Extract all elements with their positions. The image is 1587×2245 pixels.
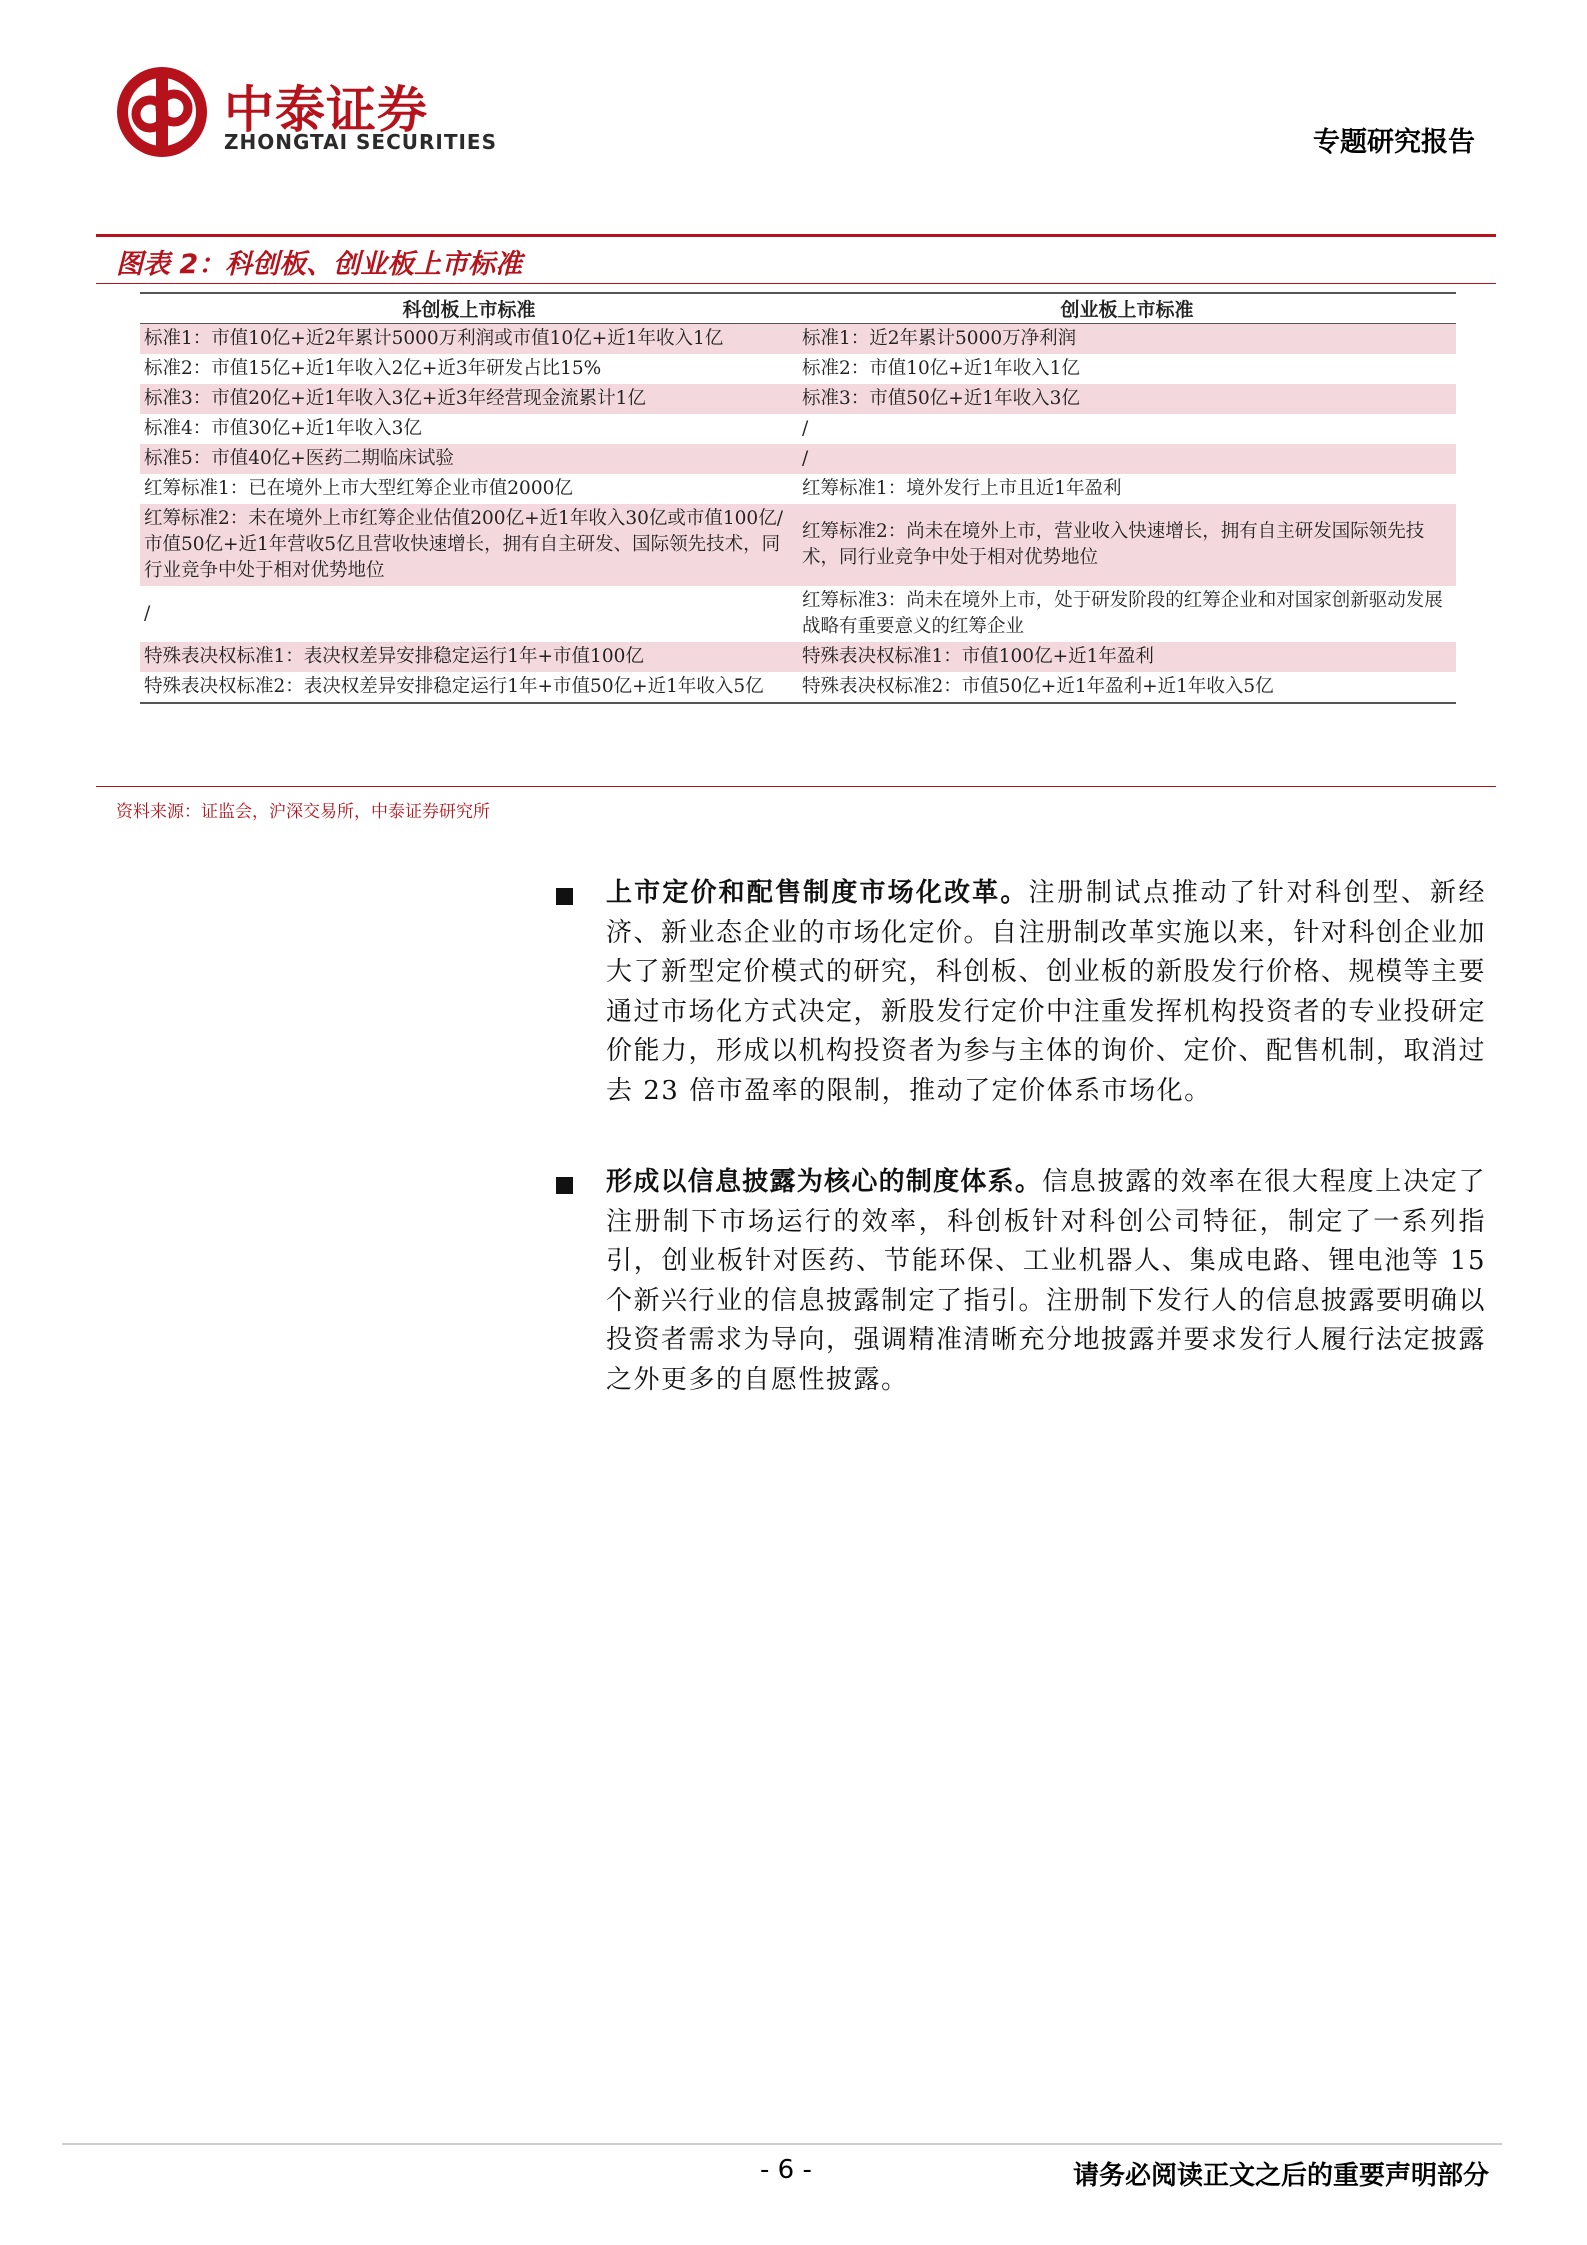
gem-standard-cell: 标准1：近2年累计5000万净利润 [798,323,1456,354]
table-row [140,586,1456,642]
table-row [140,414,1456,444]
table-row [140,354,1456,384]
gem-standard-cell: 红筹标准3：尚未在境外上市，处于研发阶段的红筹企业和对国家创新驱动发展战略有重要意义的红筹企业 [802,589,1443,637]
figure-source-note: 资料来源：证监会，沪深交易所，中泰证券研究所 [116,802,490,822]
gem-standard-cell: 标准3：市值50亿+近1年收入3亿 [798,384,1456,414]
star-standard-cell: 红筹标准1：已在境外上市大型红筹企业市值2000亿 [144,477,573,499]
gem-standard-cell: 红筹标准1：境外发行上市且近1年盈利 [802,477,1122,499]
star-standard-cell: 标准2：市值15亿+近1年收入2亿+近3年研发占比15% [144,357,602,379]
footer-disclaimer: 请务必阅读正文之后的重要声明部分 [1072,2161,1489,2191]
gem-standard-cell: / [798,444,1456,474]
bullet-paragraph-pricing-reform [556,874,1486,1111]
star-standard-cell: 标准4：市值30亿+近1年收入3亿 [144,417,422,439]
star-standard-cell: 红筹标准2：未在境外上市红筹企业估值200亿+近1年收入30亿或市值100亿/市值50亿+近1年营收5亿且营收快速增长，拥有自主研发、国际领先技术，同行业竞争中处于相对优势地位 [140,504,798,586]
table-row [140,323,1456,354]
figure-title-rule [96,283,1496,284]
table-row [140,672,1456,703]
figure-bottom-rule [96,786,1496,787]
footer-rule [62,2143,1502,2145]
column-header-chinext: 创业板上市标准 [798,293,1456,323]
star-standard-cell: 标准5：市值40亿+医药二期临床试验 [140,444,798,474]
table-header-row [140,293,1456,323]
gem-standard-cell: 特殊表决权标准1：市值100亿+近1年盈利 [798,642,1456,672]
logo-chinese-name: 中泰证券 [224,81,428,139]
gem-standard-cell: 标准2：市值10亿+近1年收入1亿 [802,357,1080,379]
gem-standard-cell: 特殊表决权标准2：市值50亿+近1年盈利+近1年收入5亿 [798,672,1456,703]
square-bullet-icon [556,1177,573,1194]
company-logo [114,64,514,164]
bullet-paragraph-disclosure-system [556,1163,1486,1400]
column-header-star-market: 科创板上市标准 [140,293,798,323]
report-type-label: 专题研究报告 [1313,127,1475,158]
star-standard-cell: / [144,602,151,624]
table-row [140,384,1456,414]
star-standard-cell: 特殊表决权标准2：表决权差异安排稳定运行1年+市值50亿+近1年收入5亿 [140,672,798,703]
logo-english-name: ZHONGTAI SECURITIES [224,130,497,154]
table-row [140,642,1456,672]
paragraph-body: 注册制试点推动了针对科创型、新经济、新业态企业的市场化定价。自注册制改革实施以来，针对科创企业加大了新型定价模式的研究，科创板、创业板的新股发行价格、规模等主要通过市场化方式决定，新股发行定价中注重发挥机构投资者的专业投研定价能力，形成以机构投资者为参与主体的询价、定价、配售机制，取消过去 23 倍市盈率的限制，推动了定价体系市场化。 [606,878,1487,1106]
gem-standard-cell: / [802,417,809,439]
gem-standard-cell: 红筹标准2：尚未在境外上市，营业收入快速增长，拥有自主研发国际领先技术，同行业竞争中处于相对优势地位 [798,504,1456,586]
square-bullet-icon [556,888,573,905]
paragraph-lead: 上市定价和配售制度市场化改革。 [606,878,1029,908]
paragraph-text [606,874,1486,1111]
paragraph-text [606,1163,1486,1400]
paragraph-lead: 形成以信息披露为核心的制度体系。 [606,1167,1043,1197]
star-standard-cell: 特殊表决权标准1：表决权差异安排稳定运行1年+市值100亿 [140,642,798,672]
star-standard-cell: 标准1：市值10亿+近2年累计5000万利润或市值10亿+近1年收入1亿 [140,323,798,354]
listing-standards-table [140,292,1456,704]
star-standard-cell: 标准3：市值20亿+近1年收入3亿+近3年经营现金流累计1亿 [140,384,798,414]
figure-title: 图表 2：科创板、创业板上市标准 [116,249,523,280]
table-row [140,474,1456,504]
figure-top-rule [96,234,1496,237]
page-number: - 6 - [760,2155,812,2185]
zhongtai-logo-icon [114,64,210,160]
paragraph-body: 信息披露的效率在很大程度上决定了注册制下市场运行的效率，科创板针对科创公司特征，制定了一系列指引，创业板针对医药、节能环保、工业机器人、集成电路、锂电池等 15 个新兴行业的信息披露制定了指引。注册制下发行人的信息披露要明确以投资者需求为导向，强调精准清晰充分地披露并要求发行人履行法定披露之外更多的自愿性披露。 [606,1167,1487,1395]
table-row [140,444,1456,474]
table-row [140,504,1456,586]
